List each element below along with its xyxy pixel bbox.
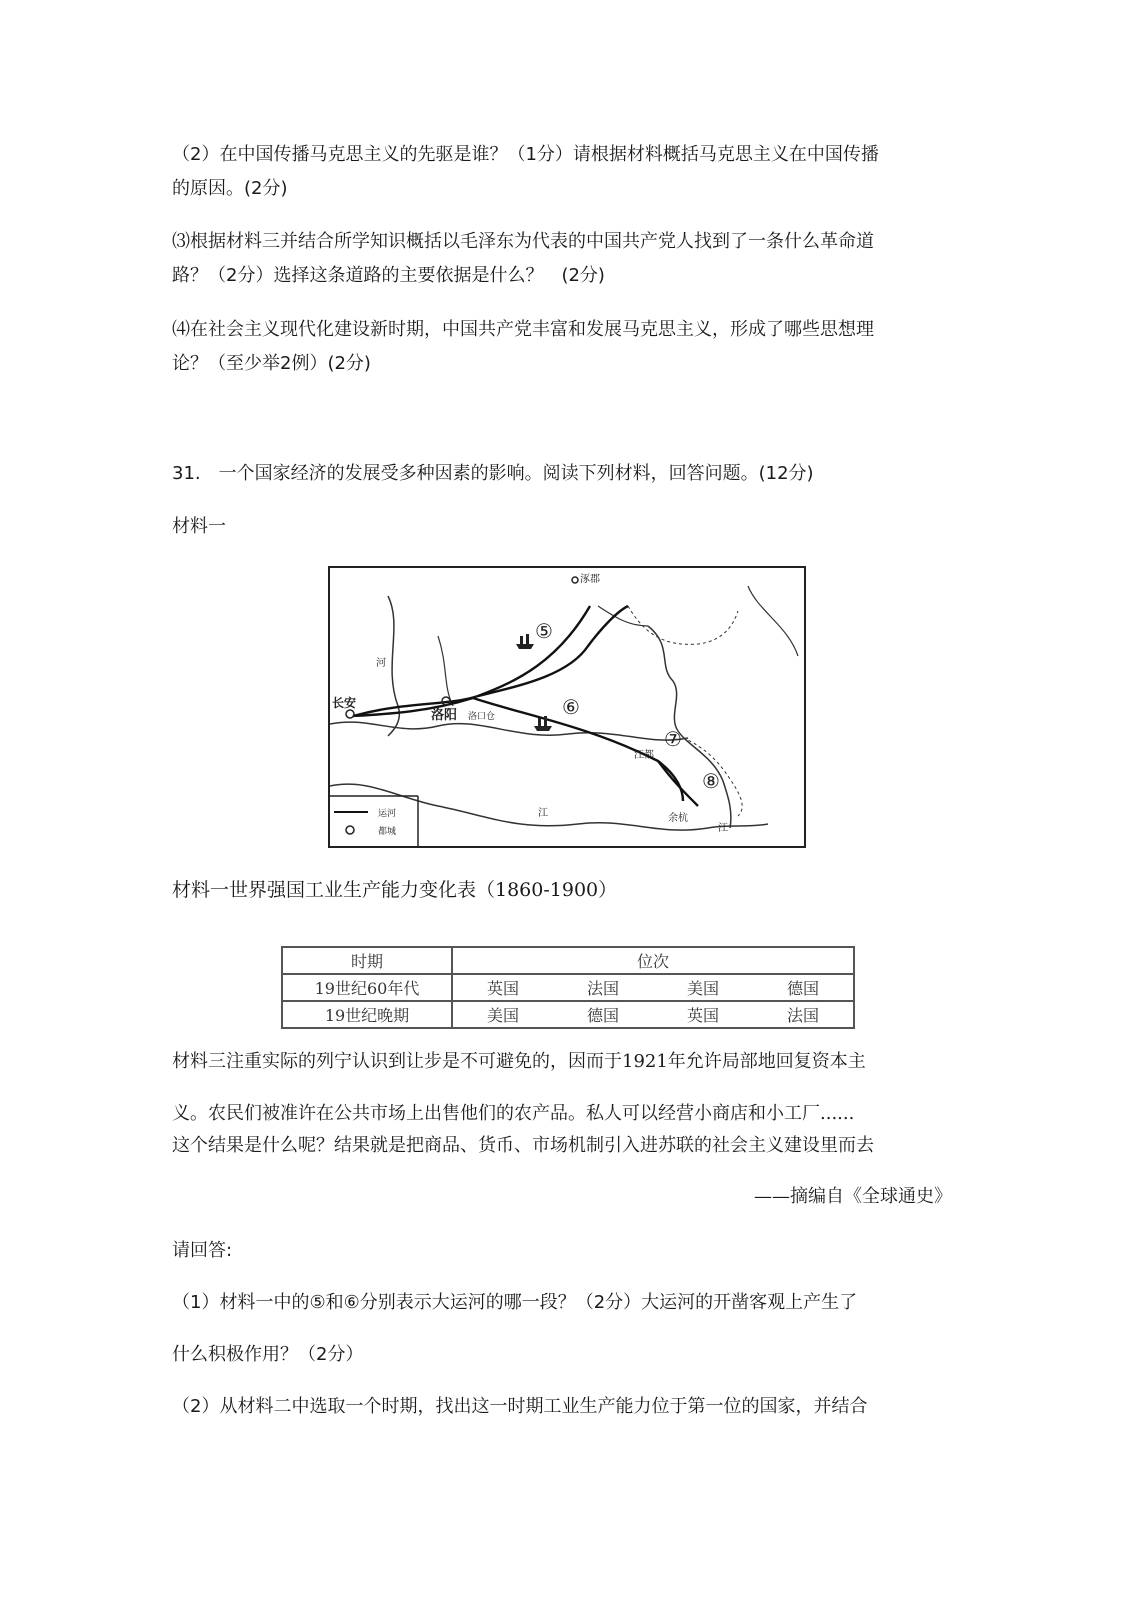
map-marker-7: ⑦ <box>664 727 682 751</box>
q3-line2: 路？（2分）选择这条道路的主要依据是什么？ (2分) <box>172 265 605 286</box>
map-legend-capital: 都城 <box>378 827 397 837</box>
table-cell-period: 19世纪晚期 <box>282 1001 452 1028</box>
rank-1: 英国 <box>486 979 519 998</box>
map-label-river-jiang-1: 江 <box>538 808 548 819</box>
map-label-river-jiang-2: 江 <box>718 823 728 834</box>
map-marker-6: ⑥ <box>562 695 580 719</box>
material2-caption: 材料一世界强国工业生产能力变化表（1860-1900） <box>172 879 618 901</box>
q4-line1: ⑷在社会主义现代化建设新时期，中国共产党丰富和发展马克思主义，形成了哪些思想理 <box>172 319 874 340</box>
q31-stem: 31. 一个国家经济的发展受多种因素的影响。阅读下列材料，回答问题。(12分) <box>172 463 814 484</box>
material3-source: ——摘编自《全球通史》 <box>754 1186 952 1207</box>
sub2-line1: （2）从材料二中选取一个时期，找出这一时期工业生产能力位于第一位的国家，并结合 <box>172 1396 868 1417</box>
material1-label: 材料一 <box>172 516 226 537</box>
rank-2: 法国 <box>586 979 619 998</box>
table-header-period: 时期 <box>282 947 452 974</box>
map-label-luokoucang: 洛口仓 <box>468 712 496 722</box>
sub1-line2: 什么积极作用？（2分） <box>172 1344 364 1365</box>
material3-line2: 义。农民们被准许在公共市场上出售他们的农产品。私人可以经营小商店和小工厂...... <box>172 1103 855 1124</box>
rank-4: 德国 <box>786 979 819 998</box>
material3-line3: 这个结果是什么呢？结果就是把商品、货币、市场机制引入进苏联的社会主义建设里而去 <box>172 1135 874 1156</box>
industrial-capacity-table <box>281 946 855 1029</box>
table-cell-ranks <box>452 1001 854 1028</box>
rank-4: 法国 <box>786 1006 819 1025</box>
rank-3: 美国 <box>686 979 719 998</box>
rank-3: 英国 <box>686 1006 719 1025</box>
sub1-line1: （1）材料一中的⑤和⑥分别表示大运河的哪一段？（2分）大运河的开凿客观上产生了 <box>172 1292 858 1313</box>
please-answer: 请回答: <box>172 1240 233 1261</box>
material3-line1: 材料三注重实际的列宁认识到让步是不可避免的，因而于1921年允许局部地回复资本主 <box>172 1051 866 1072</box>
table-row <box>282 1001 854 1028</box>
map-label-jiangdu: 江都 <box>634 750 654 761</box>
table-header-rank: 位次 <box>452 947 854 974</box>
map-legend-canal: 运河 <box>378 809 397 819</box>
table-header-row <box>282 947 854 974</box>
rank-2: 德国 <box>586 1006 619 1025</box>
table-row <box>282 974 854 1001</box>
q3-line1: ⑶根据材料三并结合所学知识概括以毛泽东为代表的中国共产党人找到了一条什么革命道 <box>172 231 874 252</box>
table-cell-ranks <box>452 974 854 1001</box>
map-label-changan: 长安 <box>332 696 357 710</box>
q2-line2: 的原因。(2分) <box>172 178 288 199</box>
grand-canal-map <box>328 566 806 848</box>
rank-1: 美国 <box>486 1006 519 1025</box>
table-cell-period: 19世纪60年代 <box>282 974 452 1001</box>
map-marker-8: ⑧ <box>702 769 720 793</box>
q4-line2: 论？（至少举2例）(2分) <box>172 353 371 374</box>
q2-line1: （2）在中国传播马克思主义的先驱是谁？（1分）请根据材料概括马克思主义在中国传播 <box>172 144 879 165</box>
map-label-river-he: 河 <box>376 658 386 669</box>
map-label-yuhang: 余杭 <box>668 813 688 824</box>
map-label-zhuojun: 涿郡 <box>580 574 600 585</box>
map-label-luoyang: 洛阳 <box>431 708 458 723</box>
map-marker-5: ⑤ <box>535 619 553 643</box>
